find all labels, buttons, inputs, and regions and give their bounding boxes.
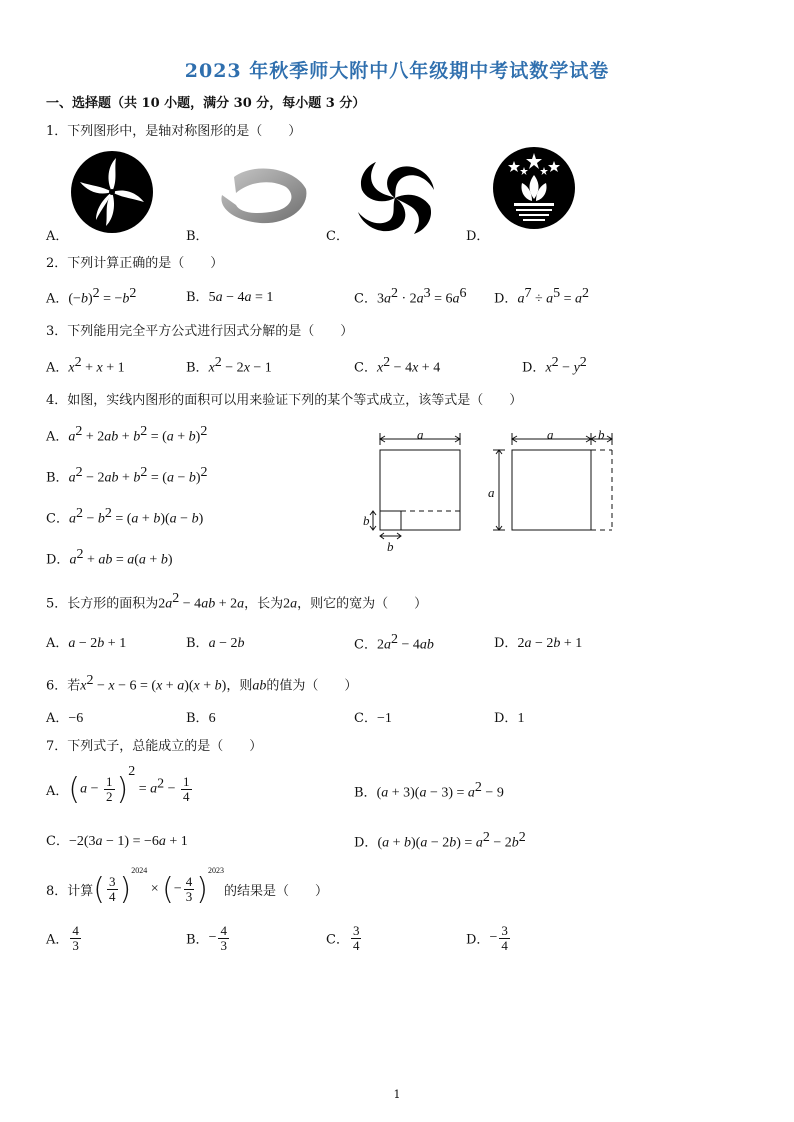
- q7-option-b: B．$(a + 3)(a - 3) = a^2 - 9$: [354, 780, 504, 801]
- page-number: 1: [393, 1088, 401, 1101]
- fig-label-a-top-right: a: [547, 427, 554, 442]
- q7-option-a: A．(a − $\frac{1}{2}$ )$^2 = a^2$ − $\frac{1}{4}$: [46, 764, 190, 807]
- q4-option-b: B．$a^2 - 2ab + b^2 = (a - b)^2$: [46, 465, 208, 486]
- macau-emblem-image: [492, 145, 576, 231]
- q2-option-a: A．$(-b)^2 = -b^2$: [46, 286, 137, 307]
- fig-label-a-right-side: a: [488, 485, 495, 500]
- q8-option-a: A． $\frac{4}{3}$: [46, 923, 79, 953]
- swirl-logo-image: [354, 160, 436, 236]
- q7-option-d: D．$(a + b)(a - 2b) = a^2 - 2b^2$: [354, 830, 526, 851]
- q6-option-d: D．1: [494, 711, 525, 726]
- q1-option-c-label: C．: [326, 229, 349, 244]
- fig-label-b-top-right: b: [598, 427, 605, 442]
- q2-option-c: C．$3a^2 \cdot 2a^3 = 6a^6$: [354, 286, 467, 307]
- q1-option-b-label: B．: [186, 229, 209, 244]
- q4-option-c: C．$a^2 - b^2 = (a + b)(a - b)$: [46, 506, 204, 527]
- q8-option-d: D．− $\frac{3}{4}$: [466, 923, 508, 953]
- q4-geometry-figure: [355, 425, 625, 560]
- section-heading: 一、选择题（共 10 小题，满分 30 分，每小题 3 分）: [46, 96, 366, 111]
- question-7-stem: 7．下列式子，总能成立的是（ ）: [46, 739, 263, 754]
- q1-option-a-label: A．: [46, 229, 69, 244]
- page-title: 2023 年秋季师大附中八年级期中考试数学试卷: [184, 60, 610, 82]
- q5-option-d: D．2a − 2b + 1: [494, 636, 583, 651]
- question-5-stem: 5．长方形的面积为$2a^2 - 4ab + 2a$，长为2a，则它的宽为（ ）: [46, 591, 428, 612]
- question-3-stem: 3．下列能用完全平方公式进行因式分解的是（ ）: [46, 324, 354, 339]
- fig-label-b-left: b: [363, 513, 370, 528]
- q4-option-d: D．$a^2$ + ab = a(a + b): [46, 547, 173, 568]
- q8-option-c: C． $\frac{3}{4}$: [326, 923, 360, 953]
- q6-option-b: B．6: [186, 711, 216, 726]
- question-2-stem: 2．下列计算正确的是（ ）: [46, 256, 224, 271]
- q5-option-b: B．a − 2b: [186, 636, 245, 651]
- q7-option-c: C．−2(3a − 1) = −6a + 1: [46, 834, 188, 849]
- q4-option-a: A．$a^2 + 2ab + b^2 = (a + b)^2$: [46, 424, 208, 445]
- hong-kong-emblem-image: [70, 150, 154, 234]
- q1-option-d-label: D．: [466, 229, 490, 244]
- q5-option-a: A．a − 2b + 1: [46, 636, 127, 651]
- fig-label-a-top-left: a: [417, 427, 424, 442]
- q2-option-b: B．5a − 4a = 1: [186, 290, 274, 305]
- q3-option-b: B．$x^2 - 2x - 1$: [186, 355, 272, 376]
- q6-option-a: A．−6: [46, 711, 84, 726]
- crescent-ring-image: [216, 165, 308, 227]
- q3-option-a: A．$x^2 + x + 1$: [46, 355, 125, 376]
- q3-option-d: D．$x^2 - y^2$: [522, 355, 587, 376]
- question-8-stem: 8．计算( $\frac{3}{4}$ )$^{2024}$ × (− $\frac{4}{3}$ )$^{2023}$的结果是（ ）: [46, 866, 328, 907]
- q8-option-b: B．− $\frac{4}{3}$: [186, 923, 227, 953]
- q6-option-c: C．−1: [354, 711, 392, 726]
- fig-label-b-bottom: b: [387, 539, 394, 554]
- question-1-stem: 1．下列图形中，是轴对称图形的是（ ）: [46, 124, 302, 139]
- q3-option-c: C．$x^2 - 4x + 4$: [354, 355, 441, 376]
- q2-option-d: D．$a^7 \div a^5 = a^2$: [494, 286, 590, 307]
- q5-option-c: C．$2a^2 - 4ab$: [354, 632, 434, 653]
- question-4-stem: 4．如图，实线内图形的面积可以用来验证下列的某个等式成立，该等式是（ ）: [46, 393, 523, 408]
- question-6-stem: 6．若$x^2 - x - 6 = (x + a)(x + b)$，则ab的值为（ ）: [46, 673, 358, 694]
